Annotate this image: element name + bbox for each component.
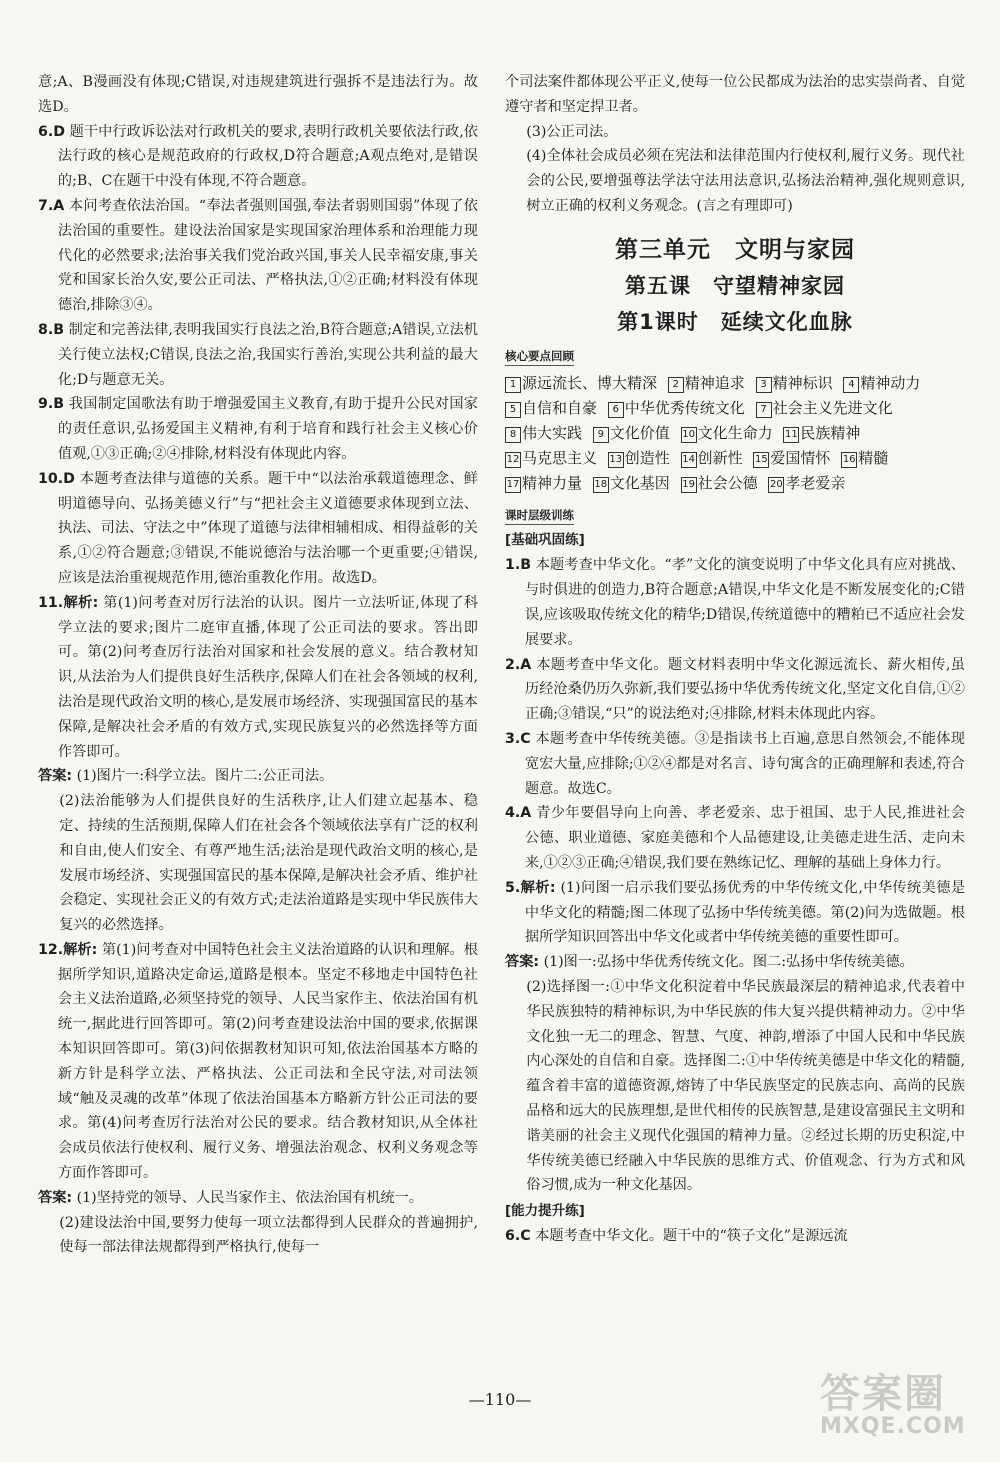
item-number: 3.C (505, 730, 531, 747)
answer-item (38, 70, 478, 120)
key-point: 16 精髓 (842, 448, 889, 467)
item-text: 第(1)问考查对厉行法治的认识。图片一立法听证,体现了科学立法的要求;图片二庭审直播,体现了公正司法的要求。答出即可。第(2)问考查厉行法治对国家和社会发展的意义。结合教材知识,从法治为人们提供良好生活秩序,保障人们在社会各领域的权利,法治是现代政治文明的核心,是发展市场经济、实现强国富民的基本保障,是解决社会矛盾的有效方式,实现民族复兴的必然选择等方面作答即可。 (57, 594, 479, 760)
key-point: 14 创新性 (682, 448, 743, 467)
key-points-list (505, 371, 965, 496)
item-number: 5.解析: (505, 879, 556, 896)
key-point-text: 创新性 (697, 448, 743, 467)
item-number: 4.A (505, 805, 532, 822)
key-point-text: 伟大实践 (522, 423, 583, 442)
answer-item (505, 801, 965, 875)
key-point-text: 爱国情怀 (770, 448, 831, 467)
item-text: (1)图片一:科学立法。图片二:公正司法。 (76, 768, 334, 785)
left-column (38, 70, 478, 1260)
item-text: (1)图一:弘扬中华优秀传统文化。图二:弘扬中华传统美德。 (543, 954, 914, 971)
item-number: 12.解析: (38, 941, 98, 958)
key-point-text: 社会公德 (697, 473, 758, 492)
watermark-line1: 答案圈 (820, 1371, 946, 1417)
answer-item (38, 318, 478, 392)
answer-item (38, 938, 478, 1186)
lesson-title: 第五课 守望精神家园 (625, 273, 845, 298)
item-text: 本题考查中华文化。题文材料表明中华文化源远流长、薪火相传,虽历经沧桑仍历久弥新,我们要弘扬中华优秀传统文化,坚定文化自信,①②正确;③错误,“只”的说法绝对;④排除,材料未体现此内容。 (524, 656, 965, 723)
key-point-text: 中华优秀传统文化 (624, 398, 745, 417)
key-point: 13 创造性 (609, 448, 670, 467)
item-number: 答案: (505, 954, 540, 971)
watermark-line2: MXQE.COM (820, 1414, 966, 1439)
key-points-label: 核心要点回顾 (505, 347, 574, 366)
item-number: 11.解析: (38, 594, 99, 611)
watermark-logo (812, 1362, 982, 1444)
item-number: 10.D (38, 470, 75, 487)
item-number: 2.A (505, 656, 532, 673)
unit-title: 第三单元 文明与家园 (615, 236, 855, 263)
key-point: 17 精神力量 (506, 473, 583, 492)
key-point-text: 民族精神 (800, 423, 861, 442)
right-column (505, 70, 965, 1249)
key-point-text: 精神力量 (522, 473, 583, 492)
item-text: (1)坚持党的领导、人民当家作主、依法治国有机统一。 (76, 1189, 423, 1206)
item-text: 本题考查中华传统美德。③是指读书上百遍,意思自然领会,不能体现宽宏大量,应排除;①②④都是对名言、诗句寓含的正确理解和表述,符合题意。故选C。 (524, 730, 965, 797)
item-number: 答案: (38, 768, 73, 785)
answer-paragraph: 个司法案件都体现公平正义,使每一位公民都成为法治的忠实崇尚者、自觉遵守者和坚定捍卫者。 (505, 74, 965, 115)
answer-item (38, 591, 478, 765)
item-number: 6.D (38, 123, 66, 140)
key-point-text: 文化价值 (609, 423, 670, 442)
key-point-text: 社会主义先进文化 (772, 398, 893, 417)
answer-paragraph: (4)全体社会成员必须在宪法和法律范围内行使权利,履行义务。现代社会的公民,要增强尊法学法守法用法意识,弘扬法治精神,强化规则意识,树立正确的权利义务观念。(言之有理即可) (526, 148, 965, 214)
class-title: 第1课时 延续文化血脉 (617, 309, 853, 334)
answer-label-line (38, 1186, 478, 1211)
answer-item (38, 789, 478, 938)
key-point: 9 文化价值 (593, 424, 670, 442)
key-point: 8 伟大实践 (505, 424, 582, 442)
answer-item (505, 975, 965, 1198)
key-point-text: 文化生命力 (697, 423, 773, 442)
key-point-text: 马克思主义 (522, 448, 598, 467)
key-point: 19 社会公德 (682, 473, 758, 492)
key-point: 1 源远流长、博大精深 (505, 374, 657, 392)
key-point-text: 精髓 (858, 448, 889, 467)
key-point: 6 中华优秀传统文化 (608, 399, 745, 417)
key-point-text: 文化基因 (609, 473, 670, 492)
key-point: 5 自信和自豪 (505, 399, 597, 417)
answer-item (505, 653, 965, 727)
key-point: 18 文化基因 (594, 473, 670, 492)
answer-item (38, 392, 478, 466)
item-text: 本问考查依法治国。“奉法者强则国强,奉法者弱则国弱”体现了依法治国的重要性。建设法治国家是实现国家治理体系和治理能力现代化的必然要求;法治事关我们党治政兴国,事关人民幸福安康,事关党和国家长治久安,要公正司法、严格执法,①②正确;材料没有体现德治,排除③④。 (57, 197, 478, 314)
answer-paragraph: (3)公正司法。 (526, 123, 618, 140)
answer-item (38, 1211, 478, 1261)
basic-label: [基础巩固练] (505, 532, 585, 549)
key-point: 11 民族精神 (785, 423, 861, 442)
item-text: 本题考查法律与道德的关系。题干中“以法治承载道德理念、鲜明道德导向、弘扬美德义行”与“把社会主义道德要求体现到立法、执法、司法、守法之中”体现了道德与法律相辅相成、相得益彰的关系,①②符合题意;③错误,不能说德治与法治哪一个更重要;④错误,应该是法治重视规范作用,德治重教化作用。故选D。 (57, 470, 478, 586)
answer-item: 6.C 本题考查中华文化。题干中的“筷子文化”是源远流 (505, 1228, 848, 1245)
item-text: 题干中行政诉讼法对行政机关的要求,表明行政机关要依法行政,依法行政的核心是规范政府的行政权,D符合题意;A观点绝对,是错误的;B、C在题干中没有体现,不符合题意。 (57, 123, 478, 190)
key-point-text: 精神追求 (684, 373, 745, 392)
key-point: 20 孝老爱亲 (770, 473, 846, 492)
answer-item (38, 194, 478, 318)
answer-label-line (505, 950, 965, 975)
item-text: 本题考查中华文化。“孝”文化的演变说明了中华文化具有应对挑战、与时俱进的创造力,B符合题意;A错误,中华文化是不断发展变化的;C错误,应该吸取传统文化的精华;D错误,传统道德中的糟粕已不适应社会发展要求。 (524, 557, 965, 648)
item-text: (2)选择图一:①中华文化积淀着中华民族最深层的精神追求,代表着中华民族独特的精神标识,为中华民族的伟大复兴提供精神动力。②中华文化独一无二的理念、智慧、气度、神韵,增添了中国人民和中华民族内心深处的自信和自豪。选择图二:①中华传统美德是中华文化的精髓,蕴含着丰富的道德资源,熔铸了中华民族坚定的民族志向、高尚的民族品格和远大的民族理想,是世代相传的民族智慧,是建设富强民主文明和谐美丽的社会主义现代化强国的精神力量。②经过长期的历史积淀,中华传统美德已经融入中华民族的思维方式、价值观念、行为方式和风俗习惯,成为一种文化基因。 (526, 978, 965, 1194)
key-point: 10 文化生命力 (682, 423, 773, 442)
key-point-text: 精神标识 (772, 373, 833, 392)
key-point-text: 孝老爱亲 (785, 473, 846, 492)
answer-item (505, 727, 965, 801)
answer-item (38, 120, 478, 194)
item-text: (2)建设法治中国,要努力使每一项立法都得到人民群众的普遍拥护,使每一部法律法规都得到严格执行,使每一 (59, 1214, 478, 1256)
item-text: 意;A、B漫画没有体现;C错误,对违规建筑进行强拆不是违法行为。故选D。 (38, 74, 478, 115)
key-point: 2 精神追求 (668, 374, 745, 392)
answer-item (38, 467, 478, 591)
key-point: 12 马克思主义 (506, 448, 598, 467)
key-point: 15 爱国情怀 (755, 448, 831, 467)
page-number: —110— (468, 1390, 532, 1409)
item-number: 8.B (38, 321, 65, 338)
item-number: 9.B (38, 396, 65, 413)
answer-label-line (38, 764, 478, 789)
item-number: 7.A (38, 197, 65, 214)
key-point-text: 源远流长、博大精深 (522, 373, 658, 392)
key-point-text: 精神动力 (860, 373, 921, 392)
item-text: 第(1)问考查对中国特色社会主义法治道路的认识和理解。根据所学知识,道路决定命运,道路是根本。坚定不移地走中国特色社会主义法治道路,必须坚持党的领导、人民当家作主、依法治国有机统一,据此进行回答即可。第(2)问考查建设法治中国的要求,依据课本知识回答即可。第(3)问依据教材知识可知,依法治国基本方略的新方针是科学立法、严格执法、公正司法和全民守法,对司法领域“触及灵魂的改革”体现了依法治国基本方略新方针公正司法的要求。第(4)问考查厉行法治对公民的要求。结合教材知识,从全体社会成员依法行使权利、履行义务、增强法治观念、权利义务观念等方面作答即可。 (57, 941, 478, 1182)
ability-label: [能力提升练] (505, 1203, 585, 1220)
answer-item (505, 876, 965, 950)
key-point: 3 精神标识 (756, 374, 833, 392)
key-point-text: 自信和自豪 (522, 398, 598, 417)
item-text: (2)法治能够为人们提供良好的生活秩序,让人们建立起基本、稳定、持续的生活预期,保障人们在社会各个领域依法享有广泛的权利和自由,使人们安全、有尊严地生活;法治是现代政治文明的核心,是发展市场经济、实现强国富民的基本保障,是解决社会矛盾、维护社会稳定、实现社会正义的有效方式;走法治道路是实现中华民族伟大复兴的必然选择。 (59, 793, 478, 934)
answer-item (505, 553, 965, 652)
key-point: 7 社会主义先进文化 (756, 399, 893, 417)
training-label: 课时层级训练 (505, 506, 574, 525)
item-text: 我国制定国歌法有助于增强爱国主义教育,有助于提升公民对国家的责任意识,弘扬爱国主义精神,有利于培育和践行社会主义核心价值观,①③正确;②④排除,材料没有体现此内容。 (57, 396, 478, 462)
key-point-text: 创造性 (624, 448, 670, 467)
item-text: 青少年要倡导向上向善、孝老爱亲、忠于祖国、忠于人民,推进社会公德、职业道德、家庭美德和个人品德建设,让美德走进生活、走向未来,①②③正确;④错误,我们要在熟练记忆、理解的基础上身体力行。 (524, 805, 965, 871)
item-number: 1.B (505, 557, 532, 574)
item-text: (1)问图一启示我们要弘扬优秀的中华传统文化,中华传统美德是中华文化的精髓;图二体现了弘扬中华传统美德。第(2)问为选做题。根据所学知识回答出中华文化或者中华传统美德的重要性即可。 (524, 879, 966, 946)
item-text: 制定和完善法律,表明我国实行良法之治,B符合题意;A错误,立法机关行使立法权;C错误,良法之治,我国实行善治,实现公共利益的最大化;D与题意无关。 (57, 321, 478, 388)
item-number: 答案: (38, 1189, 73, 1206)
key-point: 4 精神动力 (843, 374, 920, 392)
